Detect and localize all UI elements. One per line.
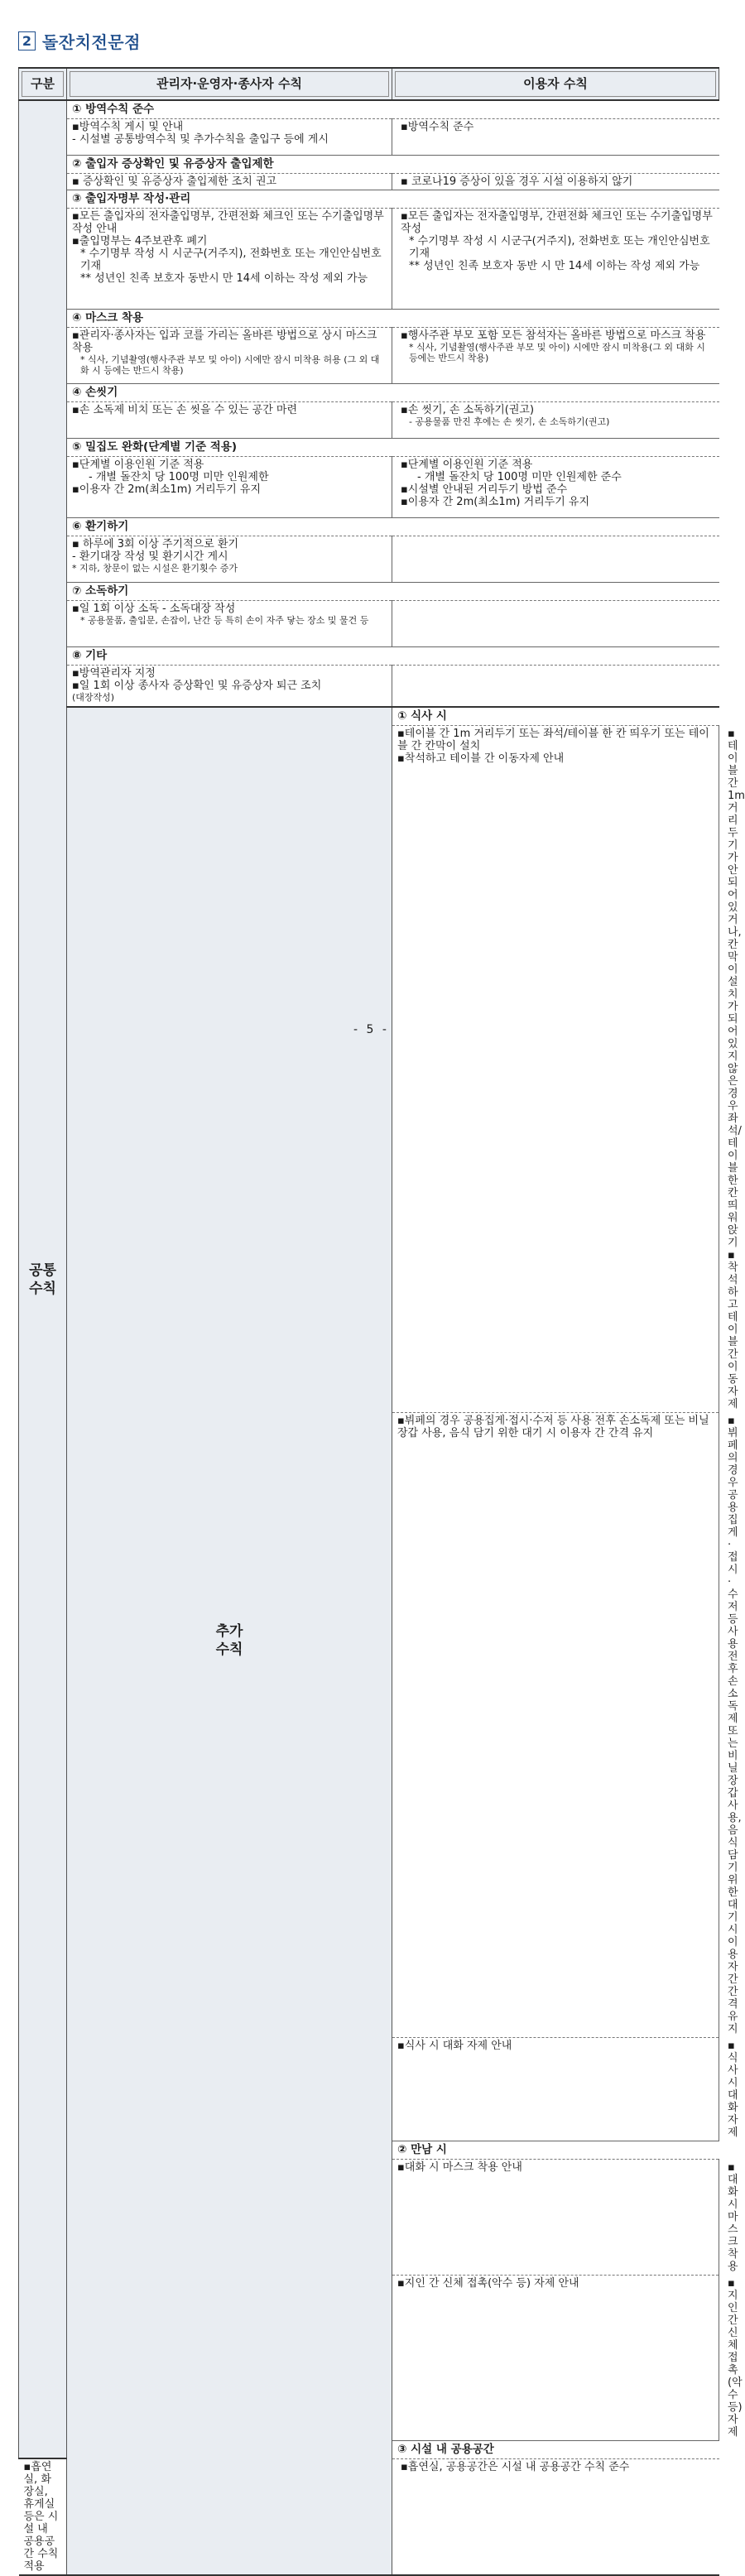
user-cell: ▪행사주관 부모 포함 모든 참석자는 올바른 방법으로 마스크 착용 * 식사, 기념촬영(행사주관 부모 및 아이) 시에만 잠시 미착용(그 외 대화 시 등에는 반드시 착용) [392, 328, 719, 384]
table-row [19, 119, 719, 156]
heading-disinfection: ⑦ 소독하기 [67, 583, 719, 601]
staff-cell: ▪방역수칙 게시 및 안내 - 시설별 공통방역수칙 및 추가수칙을 출입구 등에 게시 [67, 119, 392, 156]
row-heading [19, 439, 719, 457]
staff-cell: ▪대화 시 마스크 착용 안내 [392, 2159, 719, 2275]
row-heading [19, 707, 719, 726]
section-common-label: 공통 수칙 [19, 100, 67, 2458]
table-row [19, 402, 719, 439]
staff-cell: ▪뷔페의 경우 공용집게·접시·수저 등 사용 전후 손소독제 또는 비닐장갑 사용, 음식 담기 위한 대기 시 이용자 간 간격 유지 [392, 1412, 719, 2037]
user-cell-empty [392, 666, 719, 707]
heading-meal: ① 식사 시 [392, 707, 719, 726]
section-title [18, 30, 141, 51]
staff-cell: ▪ 하루에 3회 이상 주기적으로 환기 - 환기대장 작성 및 환기시간 게시 * 지하, 창문이 없는 시설은 환기횟수 증가 [67, 536, 392, 583]
row-heading [19, 384, 719, 402]
section-additional-label: 추가 수칙 [67, 707, 392, 2576]
heading-handwash: ④ 손씻기 [67, 384, 719, 402]
user-cell: ▪모든 출입자는 전자출입명부, 간편전화 체크인 또는 수기출입명부 작성 * 수기명부 작성 시 시군구(거주지), 전화번호 또는 개인안심번호 기재 ** 성년인 친족 보호자 동반 시 만 14세 이하는 작성 제외 가능 [392, 209, 719, 310]
rules-table [18, 67, 745, 2576]
heading-mask: ④ 마스크 착용 [67, 310, 719, 328]
staff-cell: ▪지인 간 신체 접촉(악수 등) 자제 안내 [392, 2275, 719, 2440]
user-cell: ▪ 코로나19 증상이 있을 경우 시설 이용하지 않기 [392, 174, 719, 190]
page-number: - 5 - [353, 1023, 389, 1036]
heading-ventilation: ⑥ 환기하기 [67, 518, 719, 536]
user-cell-empty [392, 601, 719, 647]
row-heading [19, 190, 719, 209]
staff-cell: ▪단계별 이용인원 기준 적용 - 개별 돌잔치 당 100명 미만 인원제한 ▪이용자 간 2m(최소1m) 거리두기 유지 [67, 457, 392, 518]
table-header-row [19, 68, 719, 100]
staff-cell: ▪방역관리자 지정 ▪일 1회 이상 종사자 증상확인 및 유증상자 퇴근 조치 (대장작성) [67, 666, 392, 707]
header-staff-rules: 관리자·운영자·종사자 수칙 [67, 68, 392, 100]
user-cell: ▪방역수칙 준수 [392, 119, 719, 156]
table-row [19, 666, 719, 707]
user-cell: ▪흡연실, 공용공간은 시설 내 공용공간 수칙 준수 [392, 2458, 719, 2575]
row-heading [19, 100, 719, 119]
heading-meeting: ② 만남 시 [392, 2141, 719, 2159]
staff-cell: ▪테이블 간 1m 거리두기 또는 좌석/테이블 한 칸 띄우기 또는 테이블 간 칸막이 설치 ▪착석하고 테이블 간 이동자제 안내 [392, 725, 719, 1412]
staff-cell: ▪일 1회 이상 소독 - 소독대장 작성 * 공용물품, 출입문, 손잡이, 난간 등 특히 손이 자주 닿는 장소 및 물건 등 [67, 601, 392, 647]
staff-cell: ▪ 증상확인 및 유증상자 출입제한 조치 권고 [67, 174, 392, 190]
header-user-rules: 이용자 수칙 [392, 68, 719, 100]
table-row [19, 601, 719, 647]
heading-other: ⑧ 기타 [67, 647, 719, 666]
heading-visitor-log: ③ 출입자명부 작성·관리 [67, 190, 719, 209]
heading-quarantine: ① 방역수칙 준수 [67, 100, 719, 119]
table-row: ▪식사 시 대화 자제 안내 ▪식사 시 대화 자제 [19, 2037, 719, 2141]
table-row [19, 209, 719, 310]
table-row [19, 174, 719, 190]
row-heading [19, 647, 719, 666]
staff-cell: ▪관리자·종사자는 입과 코를 가리는 올바른 방법으로 상시 마스크 착용 * 식사, 기념촬영(행사주관 부모 및 아이) 시에만 잠시 미착용 허용 (그 외 대화 시 등에는 반드시 착용) [67, 328, 392, 384]
table-row [19, 457, 719, 518]
staff-cell: ▪모든 출입자의 전자출입명부, 간편전화 체크인 또는 수기출입명부 작성 안내 ▪출입명부는 4주보관후 폐기 * 수기명부 작성 시 시군구(거주지), 전화번호 또는 개인안심번호 기재 ** 성년인 친족 보호자 동반시 만 14세 이하는 작성 제외 가능 [67, 209, 392, 310]
user-cell: ▪단계별 이용인원 기준 적용 - 개별 돌잔치 당 100명 미만 인원제한 준수 ▪시설별 안내된 거리두기 방법 준수 ▪이용자 간 2m(최소1m) 거리두기 유지 [392, 457, 719, 518]
table-row: ▪뷔페의 경우 공용집게·접시·수저 등 사용 전후 손소독제 또는 비닐장갑 사용, 음식 담기 위한 대기 시 이용자 간 간격 유지 ▪뷔페의 경우 공용집게·접시·수저 등 사용 전후 손소독제 또는 비닐장갑 사용, 음식 담기 위한 대기 시 이용자 간 간격 유지 [19, 1412, 719, 2037]
table-row [19, 328, 719, 384]
user-cell: ▪손 씻기, 손 소독하기(권고) - 공용물품 만진 후에는 손 씻기, 손 소독하기(권고) [392, 402, 719, 439]
table-row: ▪테이블 간 1m 거리두기 또는 좌석/테이블 한 칸 띄우기 또는 테이블 간 칸막이 설치 ▪착석하고 테이블 간 이동자제 안내 ▪테이블 간 1m 거리두기가 안 되어 있거나, 칸막이 설치가 되어 있지 않은 경우 좌석/테이블 한 칸 띄워 앉기 ▪착석하고 테이블 간 이동자제 [19, 725, 719, 1412]
heading-common-space: ③ 시설 내 공용공간 [392, 2440, 719, 2458]
heading-density: ⑤ 밀집도 완화(단계별 기준 적용) [67, 439, 719, 457]
staff-cell: ▪식사 시 대화 자제 안내 [392, 2037, 719, 2141]
row-heading [19, 583, 719, 601]
header-category: 구분 [19, 68, 67, 100]
row-heading [19, 518, 719, 536]
heading-symptom-check: ② 출입자 증상확인 및 유증상자 출입제한 [67, 156, 719, 174]
row-heading [19, 156, 719, 174]
table-row [19, 536, 719, 583]
row-heading [19, 310, 719, 328]
section-title-text: 돌잔치전문점 [42, 31, 141, 52]
staff-cell: ▪손 소독제 비치 또는 손 씻을 수 있는 공간 마련 [67, 402, 392, 439]
user-cell-empty [392, 536, 719, 583]
table-row: ▪대화 시 마스크 착용 안내 ▪대화 시 마스크 착용 [19, 2159, 719, 2275]
staff-cell: ▪흡연실, 화장실, 휴게실 등은 시설 내 공용공간 수칙 적용 [19, 2458, 67, 2575]
table-row: ▪지인 간 신체 접촉(악수 등) 자제 안내 ▪지인 간 신체 접촉(악수 등) 자제 [19, 2275, 719, 2440]
section-number-box: 2 [18, 31, 36, 50]
